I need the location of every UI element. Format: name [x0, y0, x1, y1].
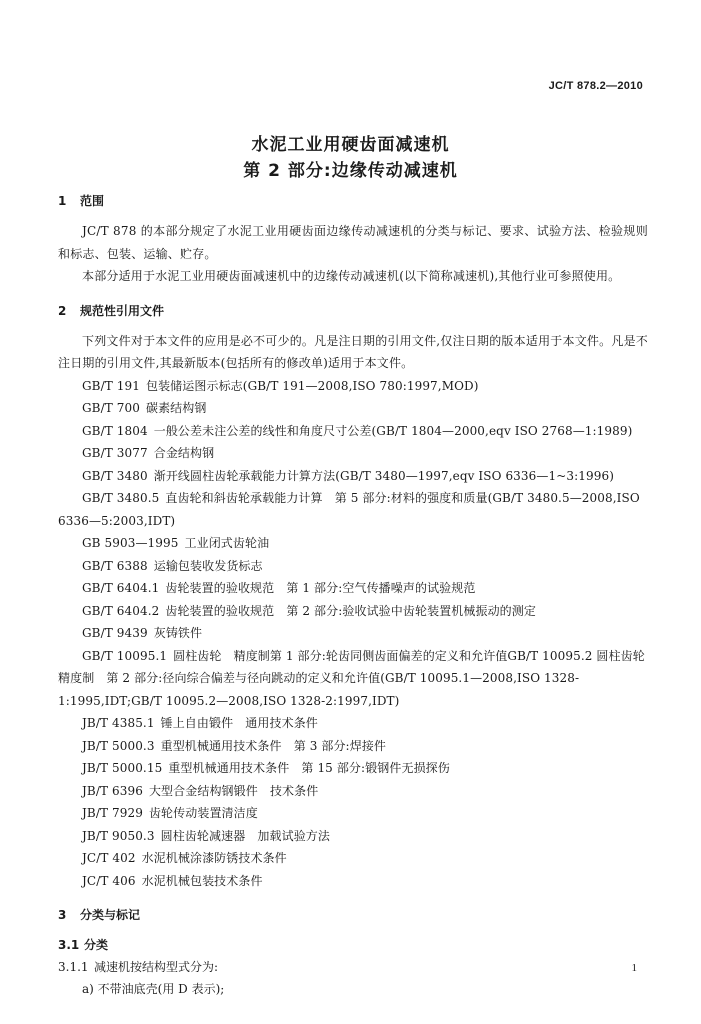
reference-title: 圆柱齿轮 精度制第 1 部分:轮齿同侧齿面偏差的定义和允许值GB/T 10095.2 圆柱齿轮精度制 第 2 部分:径向综合偏差与径向跳动的定义和允许值(GB/T 10095.1—2008,ISO 1328-1:1995,IDT;GB/T 10095.2—2008,ISO 1328-2:1997,IDT) — [58, 648, 645, 708]
reference-code: JB/T 7929 — [82, 806, 143, 820]
section-title: 范围 — [80, 194, 105, 208]
section-title: 规范性引用文件 — [80, 303, 165, 318]
reference-code: JB/T 6396 — [82, 783, 143, 798]
reference-item — [58, 555, 648, 578]
reference-item — [58, 577, 648, 600]
section-heading-classification — [58, 904, 648, 926]
reference-title: 包装储运图示标志(GB/T 191—2008,ISO 780:1997,MOD) — [145, 378, 479, 393]
section-number: 3 — [58, 908, 67, 922]
scope-paragraph: 本部分适用于水泥工业用硬齿面减速机中的边缘传动减速机(以下简称减速机),其他行业可参照使用。 — [82, 269, 621, 283]
reference-code: JC/T 406 — [82, 873, 136, 888]
reference-title: 工业闭式齿轮油 — [184, 536, 270, 550]
reference-title: 锤上自由锻件 通用技术条件 — [160, 716, 318, 730]
reference-title: 水泥机械涂漆防锈技术条件 — [141, 851, 287, 865]
reference-code: GB/T 191 — [82, 378, 140, 393]
reference-title: 水泥机械包装技术条件 — [141, 873, 263, 888]
reference-title: 大型合金结构钢锻件 技术条件 — [148, 783, 319, 798]
reference-item — [58, 375, 648, 398]
reference-code: GB/T 9439 — [82, 626, 148, 640]
reference-code: GB/T 6388 — [82, 558, 148, 573]
reference-item — [58, 712, 648, 735]
section-number: 2 — [58, 303, 67, 318]
reference-item — [58, 802, 648, 825]
reference-item — [58, 442, 648, 465]
reference-code: JB/T 4385.1 — [82, 716, 155, 730]
reference-item — [58, 397, 648, 420]
reference-item — [58, 780, 648, 803]
references-intro: 下列文件对于本文件的应用是必不可少的。凡是注日期的引用文件,仅注日期的版本适用于本文件。凡是不注日期的引用文件,其最新版本(包括所有的修改单)适用于本文件。 — [58, 333, 648, 370]
reference-code: GB/T 3077 — [82, 446, 148, 460]
reference-code: JC/T 402 — [82, 851, 136, 865]
reference-code: GB/T 6404.1 — [82, 581, 160, 595]
reference-title: 直齿轮和斜齿轮承载能力计算 第 5 部分:材料的强度和质量(GB/T 3480.5—2008,ISO 6336—5:2003,IDT) — [58, 491, 640, 528]
reference-item — [58, 847, 648, 870]
reference-code: JB/T 5000.3 — [82, 738, 155, 753]
reference-item — [58, 825, 648, 848]
list-item: a) 不带油底壳(用 D 表示); — [82, 982, 225, 996]
reference-code: GB/T 1804 — [82, 423, 148, 438]
reference-code: GB/T 700 — [82, 401, 140, 415]
section-number: 1 — [58, 194, 67, 208]
clause-number: 3.1.1 — [58, 960, 89, 974]
reference-title: 齿轮装置的验收规范 第 1 部分:空气传播噪声的试验规范 — [165, 581, 476, 595]
reference-item — [58, 532, 648, 555]
reference-code: GB 5903—1995 — [82, 536, 179, 550]
reference-title: 重型机械通用技术条件 第 3 部分:焊接件 — [160, 738, 387, 753]
reference-item — [58, 757, 648, 780]
scope-paragraph: JC/T 878 的本部分规定了水泥工业用硬齿面边缘传动减速机的分类与标记、要求、试验方法、检验规则和标志、包装、运输、贮存。 — [58, 224, 648, 261]
clause-text: 减速机按结构型式分为: — [94, 960, 219, 974]
reference-item — [58, 465, 648, 488]
section-heading-normative-references — [58, 300, 648, 322]
reference-item — [58, 600, 648, 623]
page-number: 1 — [631, 962, 637, 974]
reference-title: 碳素结构钢 — [145, 401, 207, 415]
reference-item — [58, 645, 648, 713]
reference-title: 运输包装收发货标志 — [153, 558, 263, 573]
subsection-heading — [58, 934, 648, 956]
reference-title: 重型机械通用技术条件 第 15 部分:锻钢件无损探伤 — [168, 761, 450, 775]
clause-3-1-1 — [58, 956, 648, 978]
reference-code: GB/T 6404.2 — [82, 603, 160, 618]
reference-item — [58, 735, 648, 758]
reference-code: GB/T 3480 — [82, 468, 148, 483]
reference-item — [58, 622, 648, 645]
reference-item — [58, 420, 648, 443]
reference-code: GB/T 3480.5 — [82, 491, 160, 505]
reference-code: JB/T 9050.3 — [82, 828, 155, 843]
document-title-line1: 水泥工业用硬齿面减速机 — [251, 135, 450, 155]
reference-code: GB/T 10095.1 — [82, 648, 168, 663]
reference-title: 合金结构钢 — [153, 446, 215, 460]
standard-code: JC/T 878.2—2010 — [548, 80, 643, 92]
document-title-line2: 第 2 部分:边缘传动减速机 — [243, 161, 458, 181]
section-heading-scope — [58, 190, 648, 212]
document-body — [58, 190, 648, 1000]
reference-item — [58, 870, 648, 893]
reference-title: 齿轮传动装置清洁度 — [148, 806, 258, 820]
reference-title: 齿轮装置的验收规范 第 2 部分:验收试验中齿轮装置机械振动的测定 — [165, 603, 536, 618]
reference-title: 圆柱齿轮减速器 加载试验方法 — [160, 828, 330, 843]
subsection-number: 3.1 — [58, 938, 80, 952]
reference-title: 渐开线圆柱齿轮承载能力计算方法(GB/T 3480—1997,eqv ISO 6336—1~3:1996) — [153, 468, 614, 483]
reference-title: 一般公差未注公差的线性和角度尺寸公差(GB/T 1804—2000,eqv ISO 2768—1:1989) — [153, 423, 633, 438]
reference-item — [58, 487, 648, 532]
section-title: 分类与标记 — [80, 908, 141, 922]
reference-title: 灰铸铁件 — [153, 626, 203, 640]
subsection-title: 分类 — [84, 938, 109, 952]
reference-code: JB/T 5000.15 — [82, 761, 163, 775]
